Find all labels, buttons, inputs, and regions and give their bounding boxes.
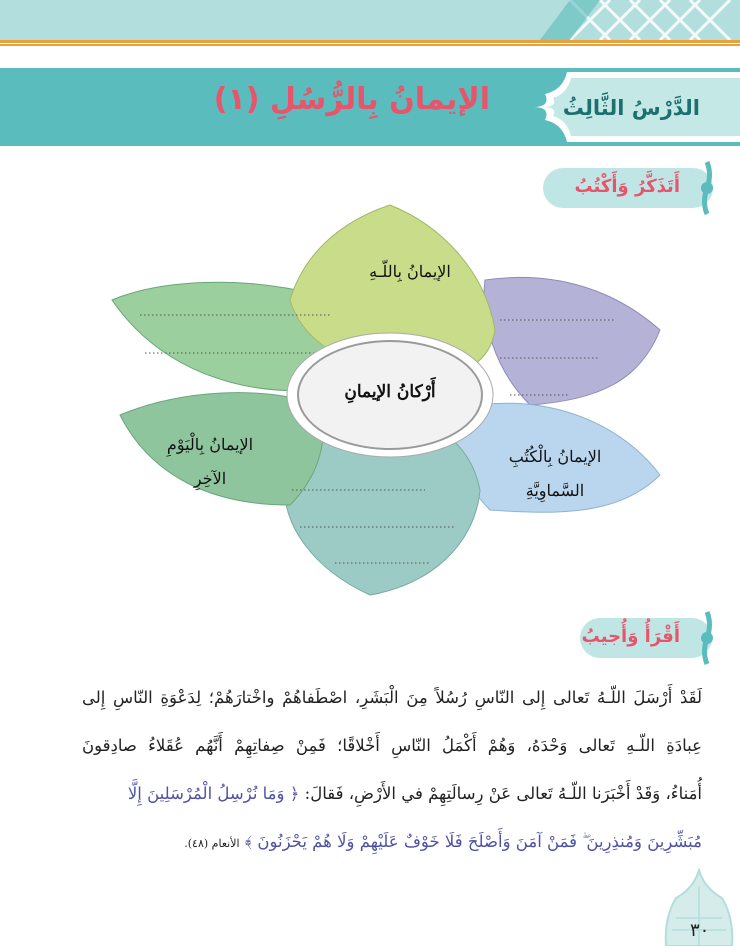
quran-verse-start: ﴿ وَمَا نُرْسِلُ الْمُرْسَلِينَ إِلَّا [127,784,300,803]
paragraph-line-3-text: أُمَناءُ، وَقَدْ أَخْبَرَنا اللّـهُ تَعالى عَنْ رِسالَتِهِمْ في الأَرْضِ، فَقالَ: [304,784,702,803]
petal-label-last-day-line2: الآخِرِ [193,469,227,488]
petal-label-allah: الإيمانُ بِاللّـهِ [369,262,451,281]
petal-purple [484,277,660,405]
header-rule-2 [0,44,740,46]
paragraph-line-3 [82,784,702,803]
read-answer-heading: أَقْرَأُ وَأُجيبُ [581,626,680,647]
diagram-center-label: أَرْكانُ الإيمانِ [344,382,436,402]
header-rule [0,40,740,43]
remember-write-heading: أَتَذَكَّرُ وَأَكْتُبُ [574,176,680,197]
lesson-title: الإيمانُ بِالرُّسُلِ (١) [213,82,490,117]
quran-verse-end: مُبَشِّرِينَ وَمُنذِرِينَ ۖ فَمَنْ آمَنَ وَأَصْلَحَ فَلَا خَوْفٌ عَلَيْهِمْ وَلَا هُمْ يَحْزَنُونَ ﴾ [244,832,702,851]
ornament-pattern [540,0,740,40]
pill-ornament-icon-2 [694,610,720,666]
petal-label-books [470,440,640,508]
pill-ornament-icon [694,160,720,216]
lesson-number-label: الدَّرْسُ الثَّالِثُ [562,96,700,120]
paragraph-line-2: عِبادَةِ اللّـهِ تَعالى وَحْدَهُ، وَهُمْ أَكْمَلُ النّاسِ أَخْلاقًا؛ فَمِنْ صِفاتِهِمْ أَنَّهُم عُقَلاءُ صادِقونَ [82,736,702,755]
petal-label-last-day-line1: الإيمانُ بِالْيَوْمِ [166,435,254,454]
petal-label-last-day [130,428,290,496]
petal-label-books-line2: السَّماوِيَّةِ [525,481,585,500]
verse-reference: الأنعام (٤٨). [184,837,240,850]
petal-label-books-line1: الإيمانُ بِالْكُتُبِ [508,447,602,466]
paragraph-line-1: لَقَدْ أَرْسَلَ اللّـهُ تَعالى إِلى النّاسِ رُسُلاً مِنَ الْبَشَرِ، اصْطَفاهُمْ واخْتارَهُمْ؛ لِدَعْوَةِ النّاسِ إِلى [82,688,702,707]
page-number: ٣٠ [690,920,710,941]
paragraph-line-4 [82,832,702,852]
